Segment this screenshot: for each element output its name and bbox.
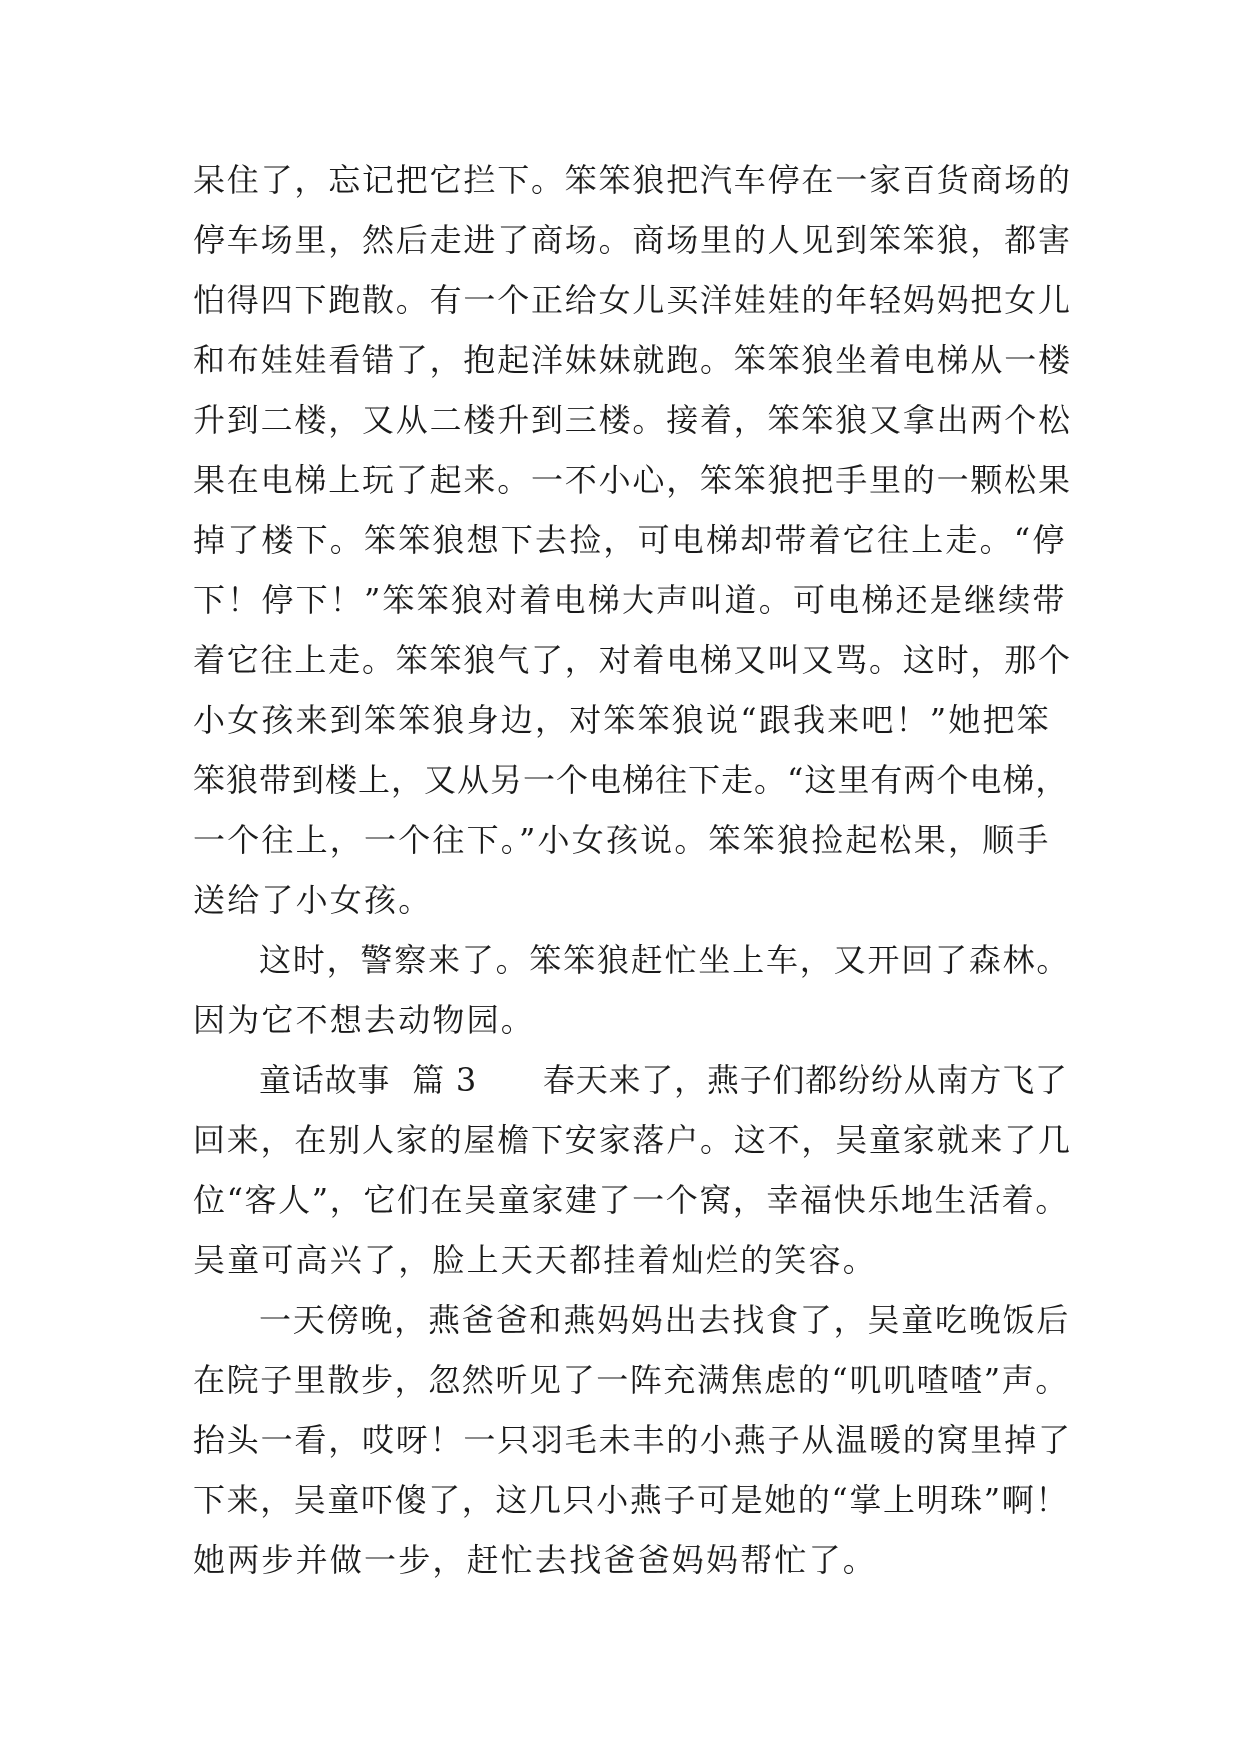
text-line: 笨狼带到楼上，又从另一个电梯往下走。“这里有两个电梯， (193, 761, 1069, 799)
text-line: 回来，在别人家的屋檐下安家落户。这不，吴童家就来了几 (193, 1121, 1072, 1159)
text-line: 停车场里，然后走进了商场。商场里的人见到笨笨狼，都害 (193, 221, 1072, 259)
text-line: 果在电梯上玩了起来。一不小心，笨笨狼把手里的一颗松果 (193, 461, 1072, 499)
text-line: 因为它不想去动物园。 (193, 1001, 536, 1039)
text-line: 呆住了，忘记把它拦下。笨笨狼把汽车停在一家百货商场的 (193, 161, 1072, 199)
text-line: 送给了小女孩。 (193, 881, 433, 919)
text-line: 掉了楼下。笨笨狼想下去捡，可电梯却带着它往上走。“停 (193, 521, 1067, 559)
section-heading-line: 童话故事 篇 3 春天来了，燕子们都纷纷从南方飞了 (259, 1061, 1068, 1099)
text-line: 下！停下！”笨笨狼对着电梯大声叫道。可电梯还是继续带 (193, 581, 1067, 619)
text-line: 位“客人”，它们在吴童家建了一个窝，幸福快乐地生活着。 (193, 1181, 1069, 1219)
text-line: 下来，吴童吓傻了，这几只小燕子可是她的“掌上明珠”啊！ (193, 1481, 1069, 1519)
text-line: 抬头一看，哎呀！一只羽毛未丰的小燕子从温暖的窝里掉了 (193, 1421, 1072, 1459)
text-line: 一个往上，一个往下。”小女孩说。笨笨狼捡起松果，顺手 (193, 821, 1051, 859)
text-line: 怕得四下跑散。有一个正给女儿买洋娃娃的年轻妈妈把女儿 (193, 281, 1072, 319)
text-line: 着它往上走。笨笨狼气了，对着电梯又叫又骂。这时，那个 (193, 641, 1072, 679)
text-line: 升到二楼，又从二楼升到三楼。接着，笨笨狼又拿出两个松 (193, 401, 1072, 439)
text-line: 吴童可高兴了，脸上天天都挂着灿烂的笑容。 (193, 1241, 878, 1279)
paragraph-start-line: 一天傍晚，燕爸爸和燕妈妈出去找食了，吴童吃晚饭后 (259, 1301, 1071, 1339)
paragraph-start-line: 这时，警察来了。笨笨狼赶忙坐上车，又开回了森林。 (259, 941, 1071, 979)
text-line: 和布娃娃看错了，抱起洋妹妹就跑。笨笨狼坐着电梯从一楼 (193, 341, 1072, 379)
body-text (193, 150, 1073, 1590)
text-line: 她两步并做一步，赶忙去找爸爸妈妈帮忙了。 (193, 1541, 878, 1579)
text-line: 小女孩来到笨笨狼身边，对笨笨狼说“跟我来吧！”她把笨 (193, 701, 1051, 739)
text-line: 在院子里散步，忽然听见了一阵充满焦虑的“叽叽喳喳”声。 (193, 1361, 1069, 1399)
